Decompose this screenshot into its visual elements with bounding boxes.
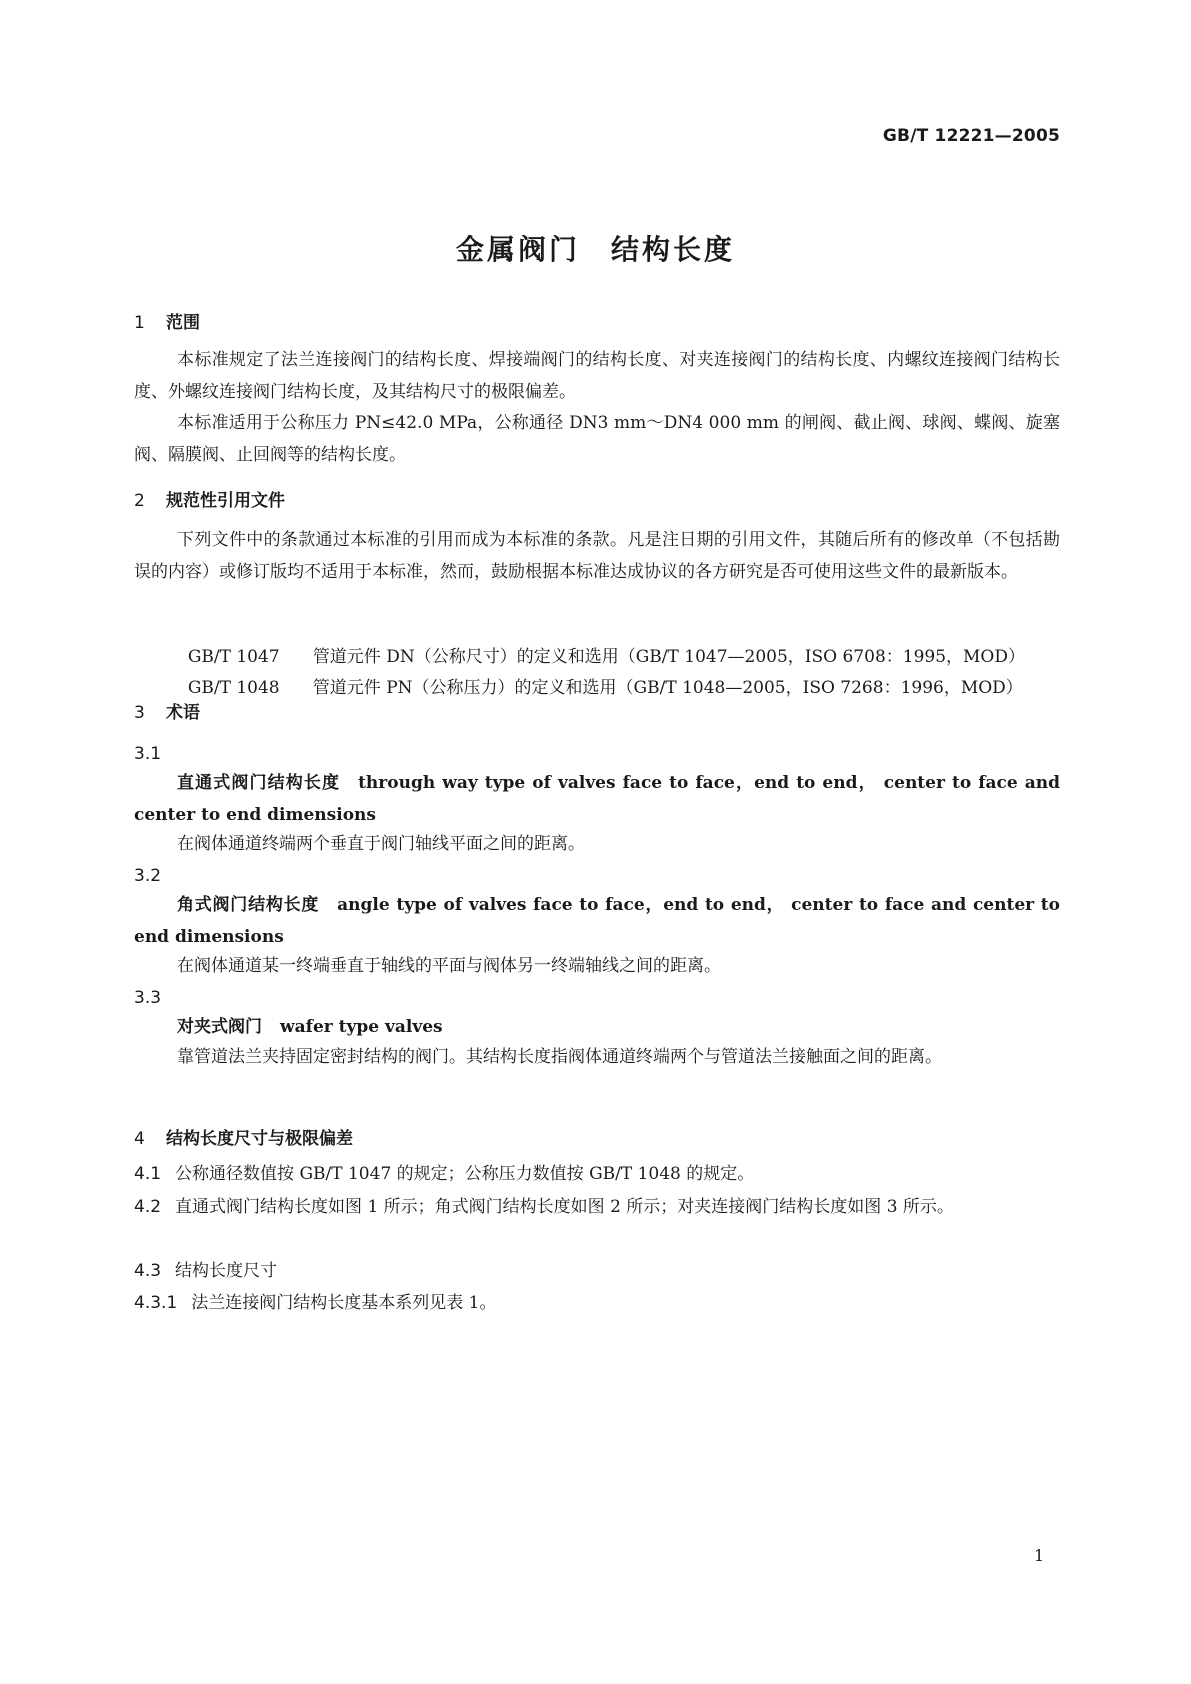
reference-code: GB/T 1047 xyxy=(187,647,280,667)
clause-text: 法兰连接阀门结构长度基本系列见表 1。 xyxy=(191,1293,497,1313)
term-chinese: 直通式阀门结构长度 xyxy=(177,773,341,793)
term-chinese: 对夹式阀门 xyxy=(177,1017,262,1037)
section-number: 3 xyxy=(134,703,145,723)
reference-title: 管道元件 PN（公称压力）的定义和选用（GB/T 1048—2005，ISO 7268：1996，MOD） xyxy=(312,678,1023,698)
section-number: 1 xyxy=(134,313,145,333)
standard-number: GB/T 12221—2005 xyxy=(882,126,1060,146)
page-number: 1 xyxy=(1034,1546,1045,1565)
section-4-heading xyxy=(134,1124,353,1149)
normative-references-paragraph: 下列文件中的条款通过本标准的引用而成为本标准的条款。凡是注日期的引用文件，其随后所有的修改单（不包括勘误的内容）或修订版均不适用于本标准，然而，鼓励根据本标准达成协议的各方研究是否可使用这些文件的最新版本。 xyxy=(134,530,1060,582)
section-title: 结构长度尺寸与极限偏差 xyxy=(166,1129,353,1149)
term-entry xyxy=(134,1011,1060,1043)
section-number: 2 xyxy=(134,491,145,511)
scope-paragraph-2: 本标准适用于公称压力 PN≤42.0 MPa，公称通径 DN3 mm～DN4 000 mm 的闸阀、截止阀、球阀、蝶阀、旋塞阀、隔膜阀、止回阀等的结构长度。 xyxy=(134,413,1060,465)
scope-paragraph-1: 本标准规定了法兰连接阀门的结构长度、焊接端阀门的结构长度、对夹连接阀门的结构长度、内螺纹连接阀门结构长度、外螺纹连接阀门结构长度，及其结构尺寸的极限偏差。 xyxy=(134,350,1060,402)
section-title: 术语 xyxy=(166,703,200,723)
term-english: through way type of valves face to face，end to end， center to face and center to end dimensions xyxy=(134,773,1060,825)
term-definition: 在阀体通道终端两个垂直于阀门轴线平面之间的距离。 xyxy=(177,834,585,854)
section-3-heading xyxy=(134,698,200,723)
reference-code: GB/T 1048 xyxy=(187,678,280,698)
term-entry xyxy=(134,889,1060,953)
clause-text: 结构长度尺寸 xyxy=(175,1261,278,1281)
term-definition: 靠管道法兰夹持固定密封结构的阀门。其结构长度指阀体通道终端两个与管道法兰接触面之间的距离。 xyxy=(177,1047,942,1067)
section-number: 4 xyxy=(134,1129,145,1149)
document-title: 金属阀门 结构长度 xyxy=(455,233,735,266)
reference-item xyxy=(177,653,1023,698)
term-number: 3.3 xyxy=(134,988,162,1008)
clause-number: 4.3 xyxy=(134,1261,162,1281)
term-number: 3.2 xyxy=(134,866,162,886)
clause-4-3-1 xyxy=(134,1287,1060,1319)
reference-title: 管道元件 DN（公称尺寸）的定义和选用（GB/T 1047—2005，ISO 6708：1995，MOD） xyxy=(312,647,1025,667)
clause-number: 4.1 xyxy=(134,1164,162,1184)
term-english: wafer type valves xyxy=(280,1017,443,1037)
section-title: 范围 xyxy=(166,313,200,333)
term-english: angle type of valves face to face，end to end， center to face and center to end dimensions xyxy=(134,895,1060,947)
section-title: 规范性引用文件 xyxy=(166,491,285,511)
clause-text: 直通式阀门结构长度如图 1 所示；角式阀门结构长度如图 2 所示；对夹连接阀门结构长度如图 3 所示。 xyxy=(175,1197,954,1217)
section-2-heading xyxy=(134,486,285,511)
clause-number: 4.3.1 xyxy=(134,1293,178,1313)
term-chinese: 角式阀门结构长度 xyxy=(177,895,320,915)
clause-4-2 xyxy=(134,1191,1060,1223)
clause-number: 4.2 xyxy=(134,1197,162,1217)
clause-text: 公称通径数值按 GB/T 1047 的规定；公称压力数值按 GB/T 1048 的规定。 xyxy=(175,1164,755,1184)
clause-4-1 xyxy=(134,1158,1060,1190)
section-1-heading xyxy=(134,308,200,333)
clause-4-3 xyxy=(134,1255,1060,1287)
term-entry xyxy=(134,767,1060,831)
term-definition: 在阀体通道某一终端垂直于轴线的平面与阀体另一终端轴线之间的距离。 xyxy=(177,956,721,976)
term-number: 3.1 xyxy=(134,744,162,764)
